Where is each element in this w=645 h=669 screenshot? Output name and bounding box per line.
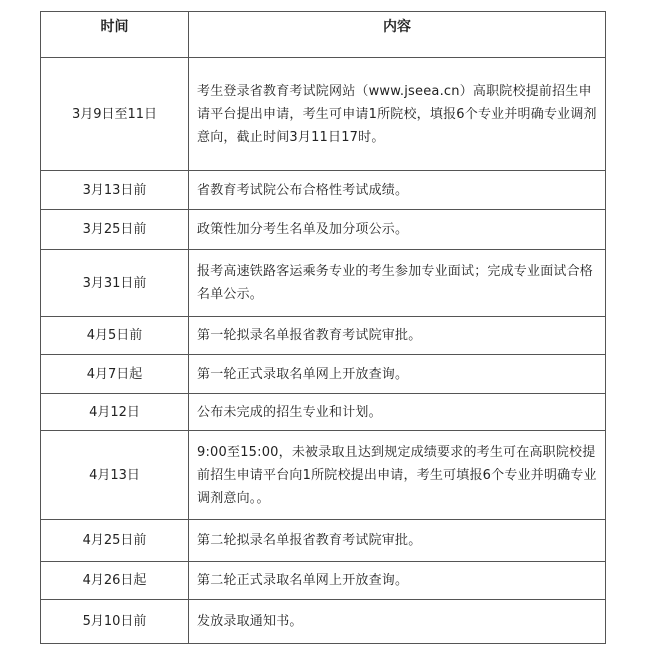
- row-time: 4月12日: [41, 394, 189, 431]
- row-content: 考生登录省教育考试院网站（www.jseea.cn）高职院校提前招生申请平台提出申请，考生可申请1所院校，填报6个专业并明确专业调剂意向，截止时间3月11日17时。: [189, 58, 606, 171]
- row-content: 9:00至15:00，未被录取且达到规定成绩要求的考生可在高职院校提前招生申请平台向1所院校提出申请，考生可填报6个专业并明确专业调剂意向。。: [189, 431, 606, 520]
- schedule-table: [40, 11, 606, 644]
- row-time: 3月13日前: [41, 171, 189, 210]
- table-row: [41, 431, 606, 520]
- table-row: [41, 355, 606, 394]
- row-time: 4月7日起: [41, 355, 189, 394]
- row-content: 发放录取通知书。: [189, 600, 606, 644]
- row-content: 第二轮拟录名单报省教育考试院审批。: [189, 520, 606, 562]
- row-content: 报考高速铁路客运乘务专业的考生参加专业面试；完成专业面试合格名单公示。: [189, 250, 606, 317]
- table-header-row: [41, 12, 606, 58]
- row-time: 3月25日前: [41, 210, 189, 250]
- table-row: [41, 394, 606, 431]
- row-content: 政策性加分考生名单及加分项公示。: [189, 210, 606, 250]
- row-time: 5月10日前: [41, 600, 189, 644]
- row-content: 第二轮正式录取名单网上开放查询。: [189, 562, 606, 600]
- table-row: [41, 600, 606, 644]
- header-content: 内容: [189, 12, 606, 58]
- row-content: 省教育考试院公布合格性考试成绩。: [189, 171, 606, 210]
- row-time: 3月9日至11日: [41, 58, 189, 171]
- header-time: 时间: [41, 12, 189, 58]
- table-row: [41, 210, 606, 250]
- row-time: 3月31日前: [41, 250, 189, 317]
- row-time: 4月26日起: [41, 562, 189, 600]
- schedule-document: [40, 11, 605, 644]
- row-time: 4月25日前: [41, 520, 189, 562]
- table-row: [41, 520, 606, 562]
- table-row: [41, 250, 606, 317]
- table-row: [41, 317, 606, 355]
- row-time: 4月13日: [41, 431, 189, 520]
- table-row: [41, 58, 606, 171]
- table-row: [41, 562, 606, 600]
- row-content: 第一轮正式录取名单网上开放查询。: [189, 355, 606, 394]
- row-content: 第一轮拟录名单报省教育考试院审批。: [189, 317, 606, 355]
- row-time: 4月5日前: [41, 317, 189, 355]
- table-row: [41, 171, 606, 210]
- row-content: 公布未完成的招生专业和计划。: [189, 394, 606, 431]
